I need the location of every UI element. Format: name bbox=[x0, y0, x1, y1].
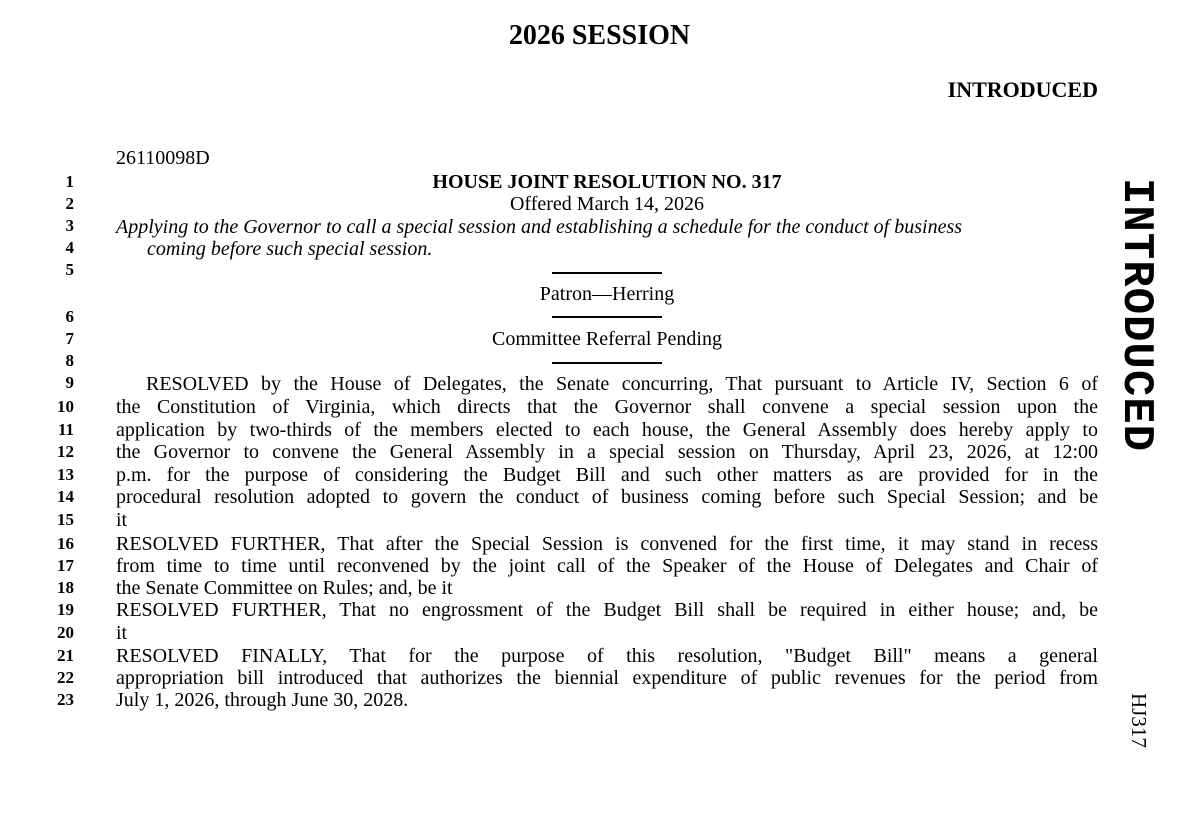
line-number: 16 bbox=[57, 534, 74, 553]
line-number: 12 bbox=[57, 442, 74, 461]
summary-line: coming before such special session. bbox=[147, 238, 433, 260]
line-number: 5 bbox=[65, 260, 74, 279]
body-line: it bbox=[116, 622, 128, 644]
introduced-side-stamp bbox=[1106, 178, 1166, 500]
line-number: 22 bbox=[57, 668, 74, 687]
bill-code-side-label bbox=[1124, 693, 1154, 761]
body-line: the Governor to convene the General Assembly in a special session on Thursday, April 23, 2026, at 12:00 bbox=[116, 441, 1098, 463]
line-number: 3 bbox=[65, 216, 74, 235]
body-line: it bbox=[116, 509, 128, 531]
line-number: 14 bbox=[57, 487, 74, 506]
body-line: the Senate Committee on Rules; and, be it bbox=[116, 577, 453, 599]
body-line: application by two-thirds of the members elected to each house, the General Assembly does hereby apply to bbox=[116, 419, 1098, 441]
line-number: 18 bbox=[57, 578, 74, 597]
line-number: 1 bbox=[65, 172, 74, 191]
line-number: 8 bbox=[65, 351, 74, 370]
body-line: procedural resolution adopted to govern the conduct of business coming before such Special Session; and be bbox=[116, 486, 1098, 508]
offered-date: Offered March 14, 2026 bbox=[509, 193, 704, 215]
line-number: 23 bbox=[57, 690, 74, 709]
line-number: 11 bbox=[57, 420, 74, 439]
line-number: 9 bbox=[65, 373, 74, 392]
body-line: RESOLVED FURTHER, That after the Special Session is convened for the first time, it may stand in recess bbox=[116, 533, 1098, 555]
resolution-title: HOUSE JOINT RESOLUTION NO. 317 bbox=[432, 171, 782, 193]
divider-rule bbox=[552, 272, 662, 274]
body-line: the Constitution of Virginia, which directs that the Governor shall convene a special session upon the bbox=[116, 396, 1098, 418]
body-line: RESOLVED by the House of Delegates, the Senate concurring, That pursuant to Article IV, Section 6 of bbox=[146, 373, 1098, 395]
body-line: RESOLVED FURTHER, That no engrossment of the Budget Bill shall be required in either house; and, be bbox=[116, 599, 1098, 621]
divider-rule bbox=[552, 362, 662, 364]
line-number: 15 bbox=[57, 510, 74, 529]
line-number: 20 bbox=[57, 623, 74, 642]
bill-code-side-label-text: HJ317 bbox=[1127, 693, 1151, 748]
line-number: 13 bbox=[57, 465, 74, 484]
session-heading: 2026 SESSION bbox=[508, 20, 691, 51]
line-number: 2 bbox=[65, 194, 74, 213]
line-number: 4 bbox=[65, 238, 74, 257]
summary-line: Applying to the Governor to call a special session and establishing a schedule for the conduct of business bbox=[116, 216, 963, 238]
line-number: 6 bbox=[65, 307, 74, 326]
line-number: 17 bbox=[57, 556, 74, 575]
status-heading: INTRODUCED bbox=[947, 77, 1098, 102]
body-line: July 1, 2026, through June 30, 2028. bbox=[116, 689, 409, 711]
body-line: from time to time until reconvened by the joint call of the Speaker of the House of Delegates and Chair of bbox=[116, 555, 1098, 577]
line-number: 7 bbox=[65, 329, 74, 348]
divider-rule bbox=[552, 316, 662, 318]
patron-line: Patron—Herring bbox=[539, 283, 675, 305]
committee-line: Committee Referral Pending bbox=[492, 328, 722, 350]
line-number: 21 bbox=[57, 646, 74, 665]
line-number: 19 bbox=[57, 600, 74, 619]
body-line: p.m. for the purpose of considering the Budget Bill and such other matters as are provided for in the bbox=[116, 464, 1098, 486]
line-number: 10 bbox=[57, 397, 74, 416]
introduced-side-stamp-text: INTRODUCED bbox=[1111, 178, 1161, 453]
body-line: appropriation bill introduced that authorizes the biennial expenditure of public revenues for the period from bbox=[116, 667, 1098, 689]
body-line: RESOLVED FINALLY, That for the purpose of this resolution, "Budget Bill" means a general bbox=[116, 645, 1098, 667]
document-number: 26110098D bbox=[116, 147, 210, 169]
